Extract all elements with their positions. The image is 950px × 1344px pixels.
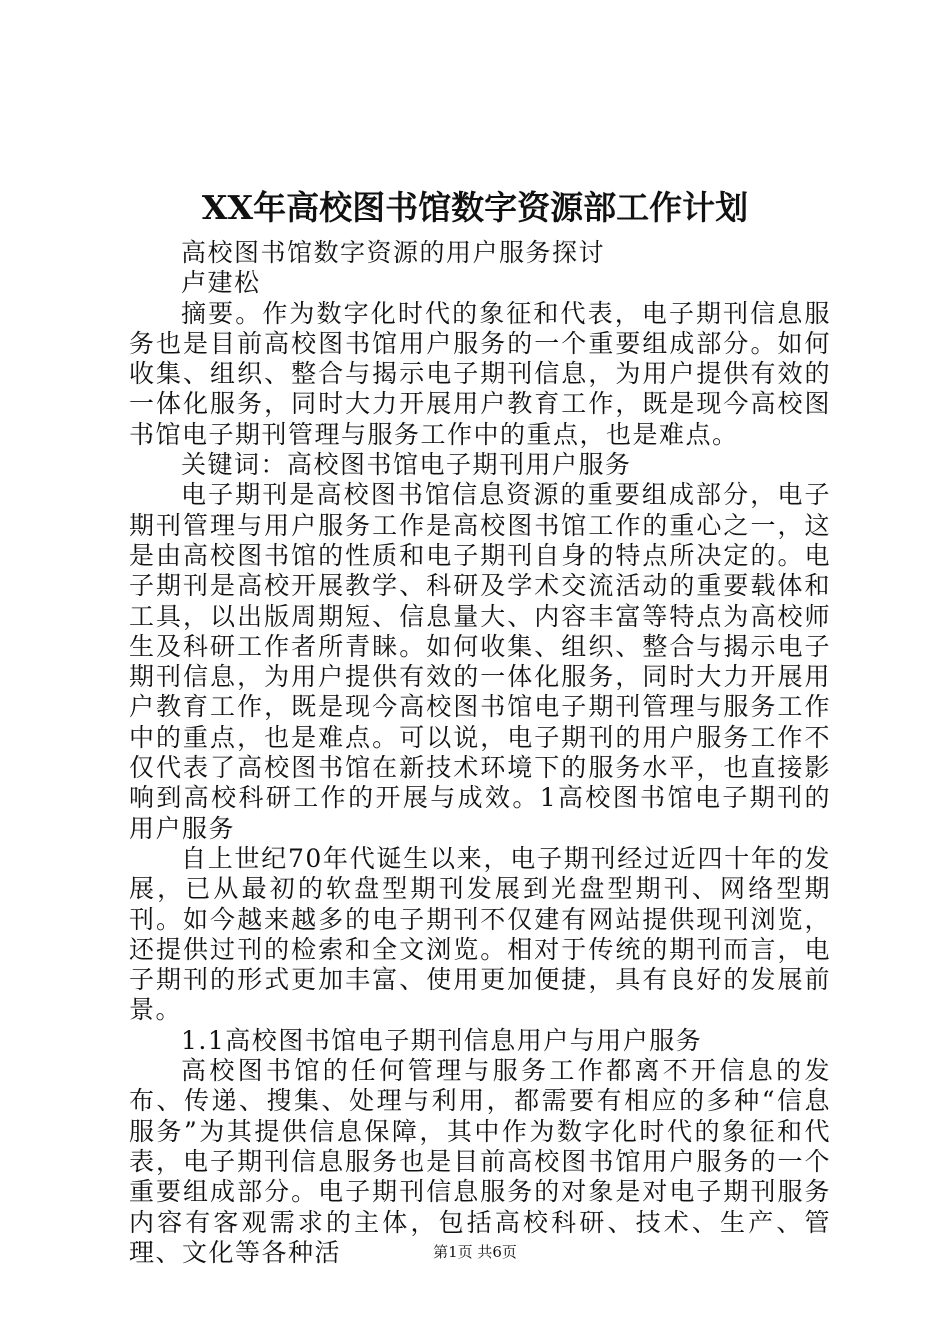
keywords-paragraph: 关键词：高校图书馆电子期刊用户服务 — [181, 450, 632, 480]
author-name: 卢建松 — [181, 268, 261, 298]
section-heading: 1.1高校图书馆电子期刊信息用户与用户服务 — [181, 1025, 703, 1055]
body-paragraph: 自上世纪70年代诞生以来，电子期刊经过近四十年的发展，已从最初的软盘型期刊发展到光盘型期刊、网络型期刊。如今越来越多的电子期刊不仅建有网站提供现刊浏览，还提供过刊的检索和全文浏览。相对于传统的期刊而言，电子期刊的形式更加丰富、使用更加便捷，具有良好的发展前景。 — [129, 843, 831, 1025]
body-paragraph: 高校图书馆的任何管理与服务工作都离不开信息的发布、传递、搜集、处理与利用，都需要有相应的多种“信息服务”为其提供信息保障，其中作为数字化时代的象征和代表，电子期刊信息服务也是目前高校图书馆用户服务的一个重要组成部分。电子期刊信息服务的对象是对电子期刊服务内容有客观需求的主体，包括高校科研、技术、生产、管理、文化等各种活 — [129, 1056, 831, 1267]
document-title: XX年高校图书馆数字资源部工作计划 — [201, 188, 749, 227]
body-paragraph: 电子期刊是高校图书馆信息资源的重要组成部分，电子期刊管理与用户服务工作是高校图书馆工作的重心之一，这是由高校图书馆的性质和电子期刊自身的特点所决定的。电子期刊是高校开展教学、科研及学术交流活动的重要载体和工具，以出版周期短、信息量大、内容丰富等特点为高校师生及科研工作者所青睐。如何收集、组织、整合与揭示电子期刊信息，为用户提供有效的一体化服务，同时大力开展用户教育工作，既是现今高校图书馆电子期刊管理与服务工作中的重点，也是难点。可以说，电子期刊的用户服务工作不仅代表了高校图书馆在新技术环境下的服务水平，也直接影响到高校科研工作的开展与成效。1高校图书馆电子期刊的用户服务 — [129, 480, 831, 843]
article-title: 高校图书馆数字资源的用户服务探讨 — [181, 238, 606, 267]
page-number-footer: 第1页 共6页 — [433, 1243, 517, 1261]
document-body — [129, 238, 831, 1268]
abstract-paragraph: 摘要。作为数字化时代的象征和代表，电子期刊信息服务也是目前高校图书馆用户服务的一个重要组成部分。如何收集、组织、整合与揭示电子期刊信息，为用户提供有效的一体化服务，同时大力开展用户教育工作，既是现今高校图书馆电子期刊管理与服务工作中的重点，也是难点。 — [129, 298, 831, 449]
